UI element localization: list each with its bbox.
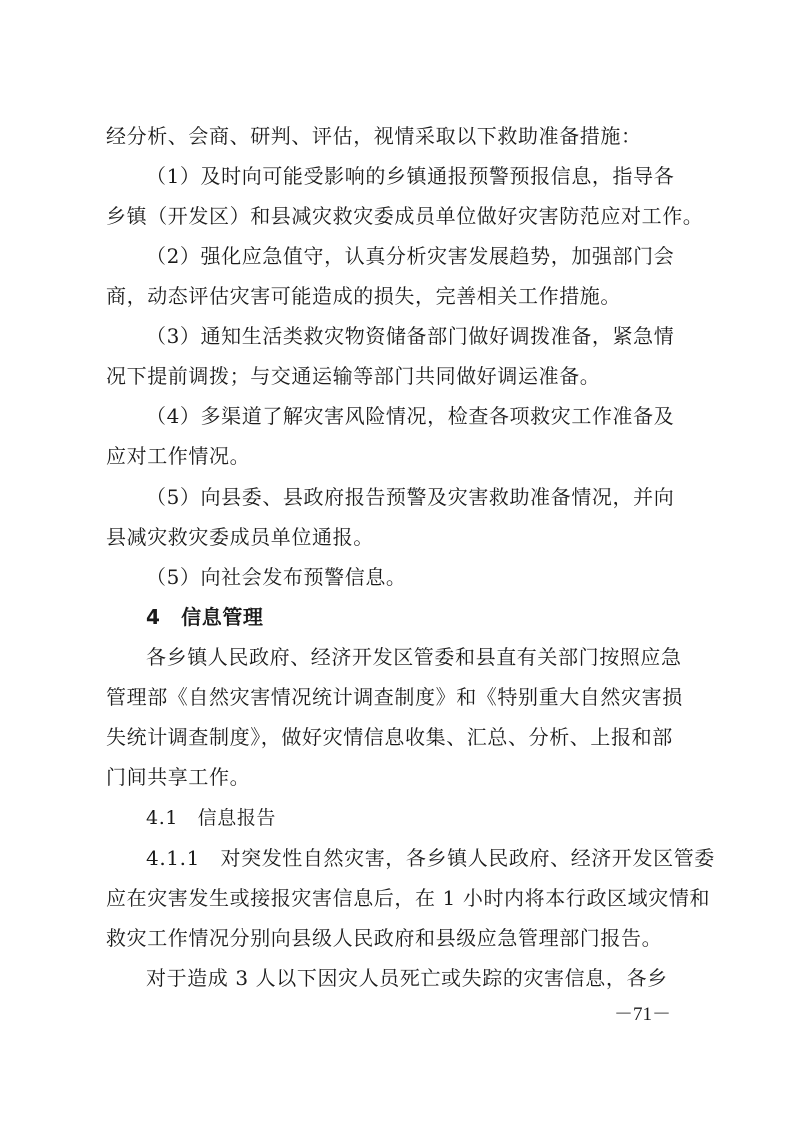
paragraph-line: （2）强化应急值守，认真分析灾害发展趋势，加强部门会 [146,244,675,268]
paragraph-line: 各乡镇人民政府、经济开发区管委和县直有关部门按照应急 [146,645,682,669]
paragraph-line: 失统计调查制度》，做好灾情信息收集、汇总、分析、上报和部 [106,725,673,749]
paragraph-line: 4.1.1 对突发性自然灾害，各乡镇人民政府、经济开发区管委 [146,846,715,870]
paragraph-line: （5）向县委、县政府报告预警及灾害救助准备情况，并向 [146,485,675,509]
paragraph-line: 应对工作情况。 [106,444,251,468]
paragraph-line: （5）向社会发布预警信息。 [146,565,407,589]
paragraph-line: 应在灾害发生或接报灾害信息后，在 1 小时内将本行政区域灾情和 [106,886,711,910]
paragraph-line: 经分析、会商、研判、评估，视情采取以下救助准备措施： [106,124,642,148]
paragraph-line: 对于造成 3 人以下因灾人员死亡或失踪的灾害信息，各乡 [146,966,668,990]
paragraph-line: 救灾工作情况分别向县级人民政府和县级应急管理部门报告。 [106,926,663,950]
paragraph-line: 县减灾救灾委成员单位通报。 [106,525,374,549]
page-number: －71－ [614,1004,672,1025]
section-heading: 4 信息管理 [146,605,264,629]
paragraph-line: （1）及时向可能受影响的乡镇通报预警预报信息，指导各 [146,164,675,188]
paragraph-line: （4）多渠道了解灾害风险情况，检查各项救灾工作准备及 [146,404,675,428]
paragraph-line: 门间共享工作。 [106,765,251,789]
paragraph-line: 乡镇（开发区）和县减灾救灾委成员单位做好灾害防范应对工作。 [106,204,704,228]
subsection-heading: 4.1 信息报告 [146,807,277,829]
paragraph-line: 管理部《自然灾害情况统计调查制度》和《特别重大自然灾害损 [106,685,683,709]
paragraph-line: 商，动态评估灾害可能造成的损失，完善相关工作措施。 [106,284,621,308]
paragraph-line: 况下提前调拨；与交通运输等部门共同做好调运准备。 [106,364,601,388]
paragraph-line: （3）通知生活类救灾物资储备部门做好调拨准备，紧急情 [146,324,675,348]
